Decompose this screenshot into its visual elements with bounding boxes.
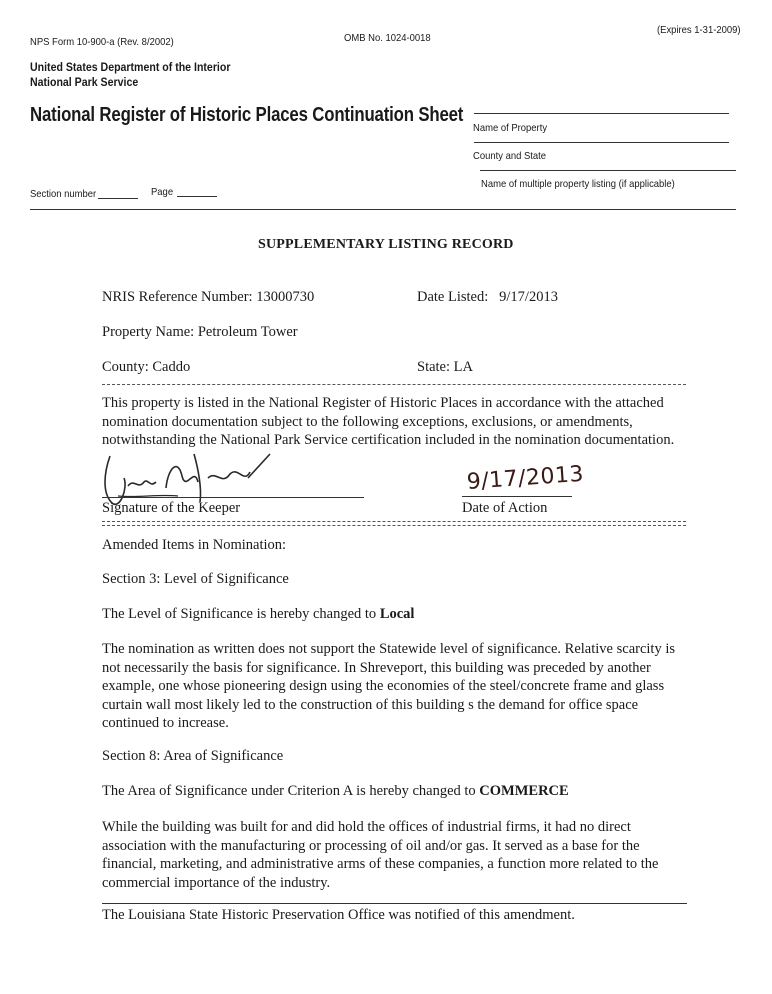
multiple-listing-line — [480, 170, 736, 171]
section8-change-prefix: The Area of Significance under Criterion A is hereby changed to — [102, 783, 476, 799]
section-number-blank — [98, 198, 138, 199]
date-action-label: Date of Action — [462, 500, 548, 516]
page-blank — [177, 196, 217, 197]
multiple-listing-label: Name of multiple property listing (if applicable) — [481, 178, 675, 190]
section3-heading: Section 3: Level of Significance — [102, 571, 289, 587]
nris-reference — [102, 289, 314, 306]
date-listed-label: Date Listed: — [417, 289, 489, 305]
state-label: State: — [417, 359, 451, 375]
double-divider-2 — [102, 525, 686, 526]
section8-body: While the building was built for and did hold the offices of industrial firms, it had no direct association with the manufacturing or processing of oil and/or gas. It served as a base for the financial, marketing, and administrative arms of these companies, a function more related to the commercial importance of the industry. — [102, 819, 659, 891]
date-listed-value: 9/17/2013 — [499, 289, 558, 305]
date-listed — [417, 289, 558, 306]
county-label: County: — [102, 359, 149, 375]
signature-line — [102, 497, 364, 498]
section3-change — [102, 606, 414, 623]
date-action-line — [462, 496, 572, 497]
footer-note: The Louisiana State Historic Preservation Office was notified of this amendment. — [102, 907, 575, 923]
state — [417, 359, 473, 376]
section8-change-value: COMMERCE — [479, 783, 569, 799]
property-value: Petroleum Tower — [197, 324, 298, 340]
nris-value: 13000730 — [256, 289, 315, 305]
signature-label: Signature of the Keeper — [102, 500, 241, 516]
property-name — [102, 324, 298, 341]
county-state-label: County and State — [473, 150, 547, 162]
expires-date: (Expires 1-31-2009) — [657, 24, 741, 36]
double-divider-1 — [102, 521, 686, 522]
agency-name: National Park Service — [30, 77, 139, 89]
property-label: Property Name: — [102, 324, 195, 340]
property-name-label: Name of Property — [473, 122, 548, 134]
section3-change-value: Local — [379, 606, 415, 622]
form-title: National Register of Historic Places Continuation Sheet — [30, 104, 464, 126]
omb-number: OMB No. 1024-0018 — [344, 32, 431, 44]
amended-items-heading: Amended Items in Nomination: — [102, 537, 287, 553]
header-divider — [30, 209, 736, 210]
record-heading: SUPPLEMENTARY LISTING RECORD — [258, 237, 514, 252]
section-number-label: Section number — [30, 188, 97, 200]
section3-body: The nomination as written does not support the Statewide level of significance. Relative scarcity is not necessarily the basis for significance. In Shreveport, this building was preceded by another example, one whose pioneering design using the economies of the steel/concrete frame and glass curtain wall most likely led to the construction of this building s the demand for office space continued to increase. — [102, 641, 675, 731]
nris-label: NRIS Reference Number: — [102, 289, 253, 305]
section8-change — [102, 783, 569, 800]
state-value: LA — [453, 359, 473, 375]
section8-heading: Section 8: Area of Significance — [102, 748, 284, 764]
certification-text: This property is listed in the National Register of Historic Places in accordance with the attached nomination documentation subject to the following exceptions, exclusions, or amendments, notwithstanding the National Park Service certification included in the nomination documentation. — [102, 395, 675, 448]
county-value: Caddo — [152, 359, 191, 375]
county — [102, 359, 190, 376]
county-state-line — [474, 142, 729, 143]
page-label: Page — [151, 186, 174, 198]
department-name: United States Department of the Interior — [30, 62, 231, 74]
property-name-line — [474, 113, 729, 114]
dashed-divider-top — [102, 384, 686, 385]
section3-change-prefix: The Level of Significance is hereby changed to — [102, 606, 377, 622]
form-number: NPS Form 10-900-a (Rev. 8/2002) — [30, 36, 174, 48]
handwritten-date: 9/17/2013 — [466, 461, 585, 495]
footer-divider — [102, 903, 687, 904]
